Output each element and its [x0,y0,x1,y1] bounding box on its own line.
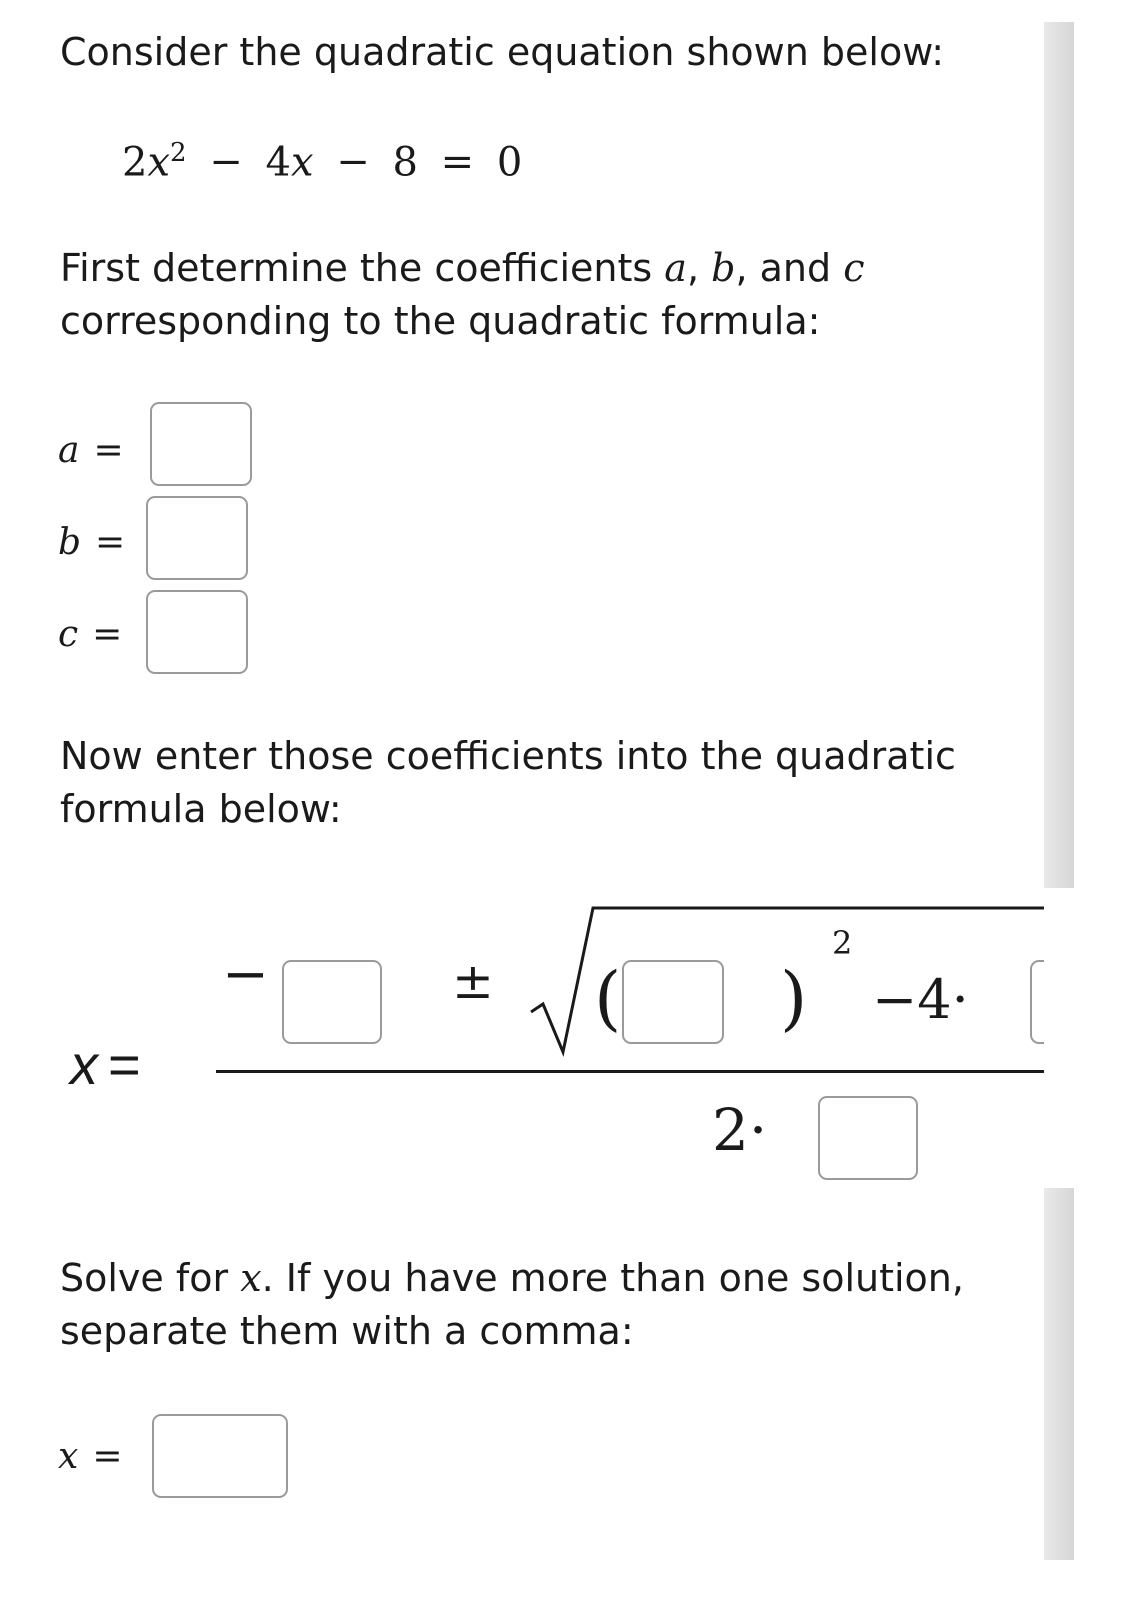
var-a: a [664,246,687,290]
formula-prompt: Now enter those coefficients into the quadratic formula below: [60,734,956,831]
formula-lhs: x = [70,1033,141,1096]
fraction-bar [216,1070,1044,1073]
coefficient-prompt [60,242,865,348]
open-paren: ( [594,957,622,1039]
denominator-two: 2· [712,1096,768,1164]
label-b: b = [58,522,126,563]
quadratic-formula [0,880,1044,1200]
equation-variable-2: x [290,139,314,186]
minus-four-term: −4· [872,968,969,1031]
coefficient-prompt-text: First determine the coefficients [60,246,665,290]
scrollbar-lower[interactable] [1044,1188,1074,1560]
neg-b-input[interactable] [282,960,382,1044]
a-in-denominator-input[interactable] [818,1096,918,1180]
quadratic-equation [122,138,522,185]
equation-constant: 8 [392,139,418,186]
equation-exponent: 2 [170,138,187,168]
equation-rhs: 0 [496,139,523,186]
close-paren: ) [780,957,808,1039]
equation-term2-coefficient: 4 [265,139,291,186]
equation-equals: = [440,139,475,186]
a-in-root-input[interactable] [1030,960,1044,1044]
equation-operator-2: − [336,139,370,186]
coefficient-c-input[interactable] [146,590,248,674]
equation-variable: x [147,139,171,186]
answer-label: x = [58,1436,123,1477]
coefficient-prompt-line2: corresponding to the quadratic formula: [60,299,821,343]
square-exponent: 2 [832,924,853,962]
coefficient-b-input[interactable] [146,496,248,580]
var-b: b [711,246,736,290]
label-c: c = [58,614,123,655]
intro-text: Consider the quadratic equation shown below: [60,30,945,74]
equation-operator-1: − [209,139,243,186]
scrollbar-upper[interactable] [1044,22,1074,888]
var-c: c [843,246,865,290]
sep-1: , [686,246,700,290]
label-a: a = [58,430,124,471]
plus-minus: ± [452,952,494,1010]
solve-prompt: Solve for x. If you have more than one solution, separate them with a comma: [60,1256,964,1353]
sep-2: , and [735,246,832,290]
negative-sign: − [222,942,269,1007]
solution-input[interactable] [152,1414,288,1498]
lead-coefficient: 2 [122,139,148,186]
coefficient-a-input[interactable] [150,402,252,486]
b-in-root-input[interactable] [622,960,724,1044]
